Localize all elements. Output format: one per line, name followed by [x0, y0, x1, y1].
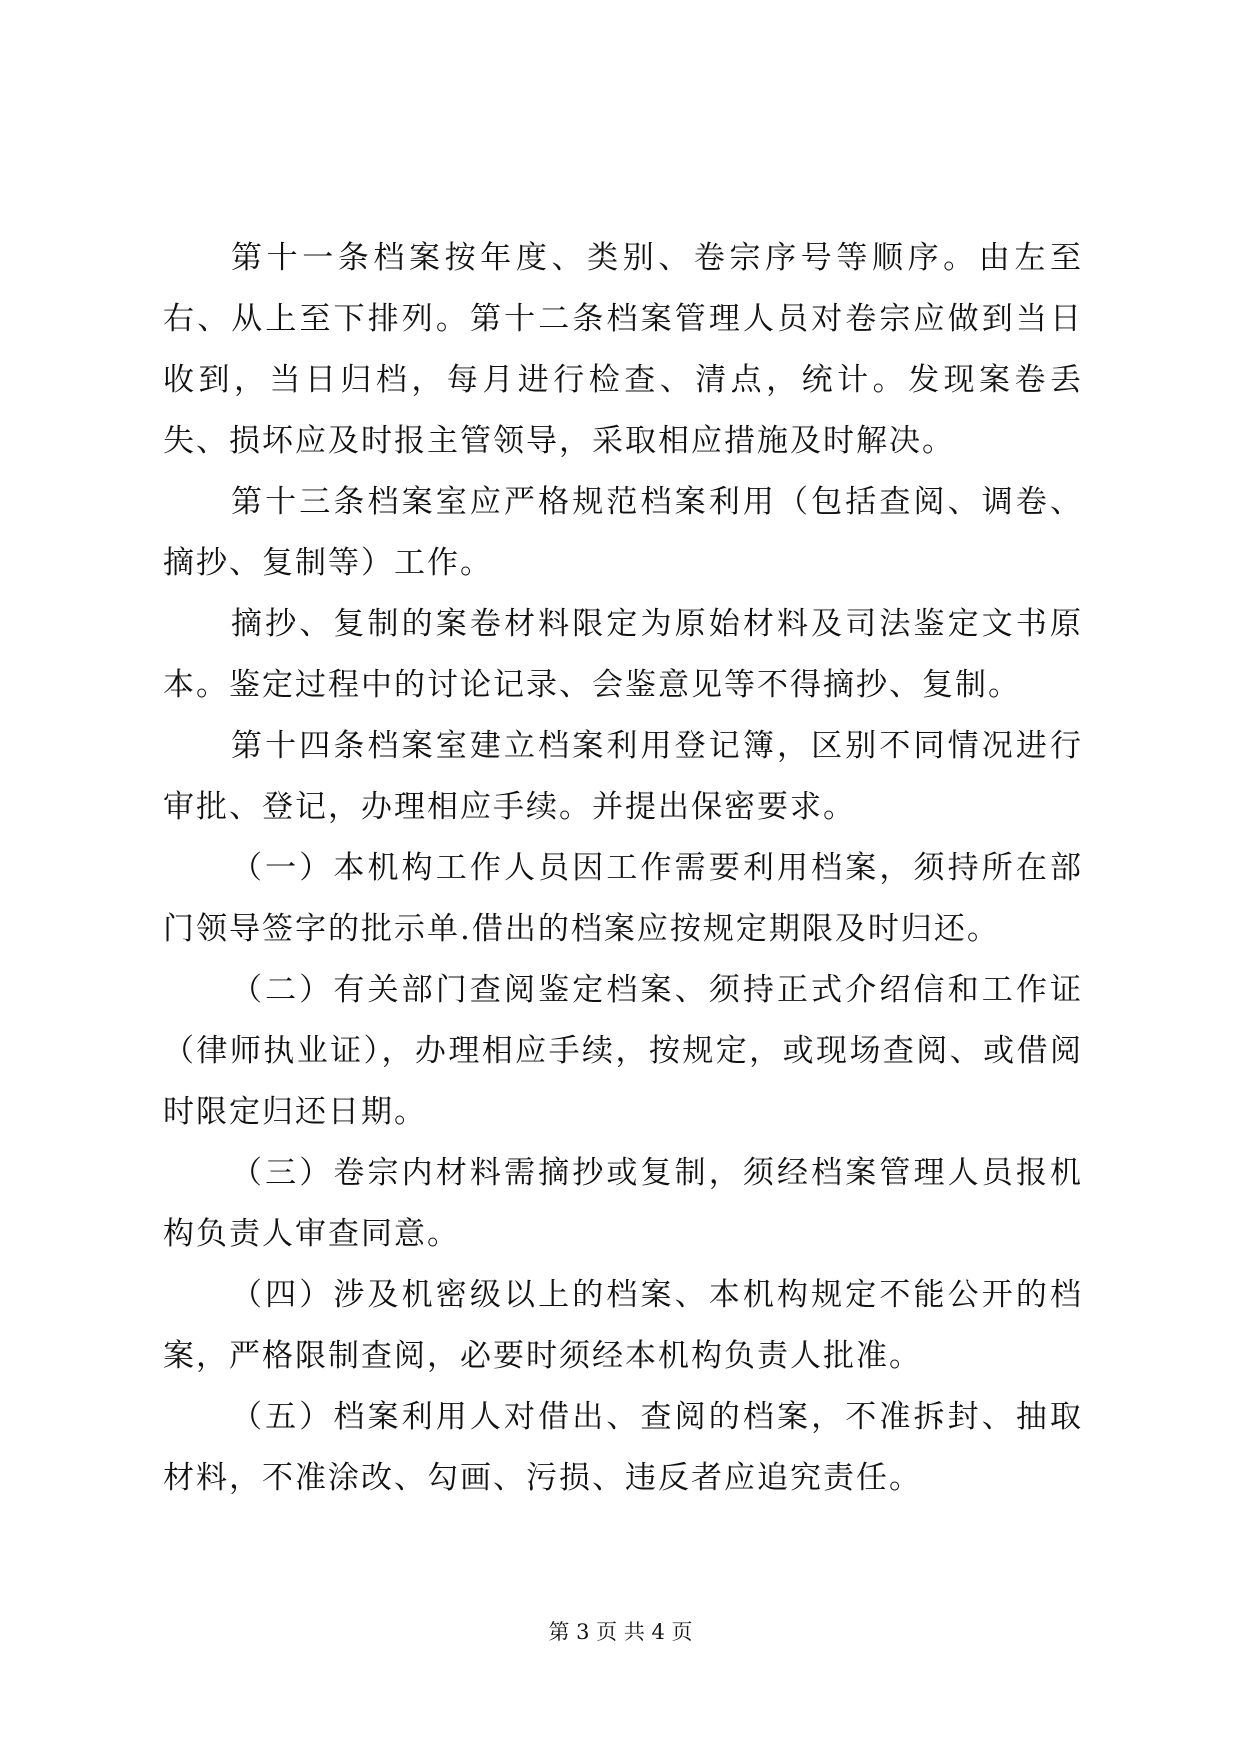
paragraph-item-2: （二）有关部门查阅鉴定档案、须持正式介绍信和工作证（律师执业证），办理相应手续，按规定，或现场查阅、或借阅时限定归还日期。: [163, 972, 1083, 1130]
paragraph-item-4: （四）涉及机密级以上的档案、本机构规定不能公开的档案，严格限制查阅，必要时须经本机构负责人批准。: [163, 1277, 1083, 1374]
paragraph-item-3: （三）卷宗内材料需摘抄或复制，须经档案管理人员报机构负责人审查同意。: [163, 1155, 1083, 1252]
paragraph-article-13: 第十三条档案室应严格规范档案利用（包括查阅、调卷、摘抄、复制等）工作。: [163, 484, 1083, 581]
paragraph-item-1: （一）本机构工作人员因工作需要利用档案，须持所在部门领导签字的批示单.借出的档案应按规定期限及时归还。: [163, 850, 1083, 947]
page-number-footer: 第 3 页 共 4 页: [548, 1620, 693, 1644]
paragraph-article-11-12: 第十一条档案按年度、类别、卷宗序号等顺序。由左至右、从上至下排列。第十二条档案管理人员对卷宗应做到当日收到，当日归档，每月进行检查、清点，统计。发现案卷丢失、损坏应及时报主管领导，采取相应措施及时解决。: [163, 240, 1083, 459]
document-body: [163, 228, 1083, 1509]
paragraph-article-14: 第十四条档案室建立档案利用登记簿，区别不同情况进行审批、登记，办理相应手续。并提出保密要求。: [163, 728, 1083, 825]
paragraph-copy-limits: 摘抄、复制的案卷材料限定为原始材料及司法鉴定文书原本。鉴定过程中的讨论记录、会鉴意见等不得摘抄、复制。: [163, 606, 1083, 703]
paragraph-item-5: （五）档案利用人对借出、查阅的档案，不准拆封、抽取材料，不准涂改、勾画、污损、违反者应追究责任。: [163, 1399, 1083, 1496]
